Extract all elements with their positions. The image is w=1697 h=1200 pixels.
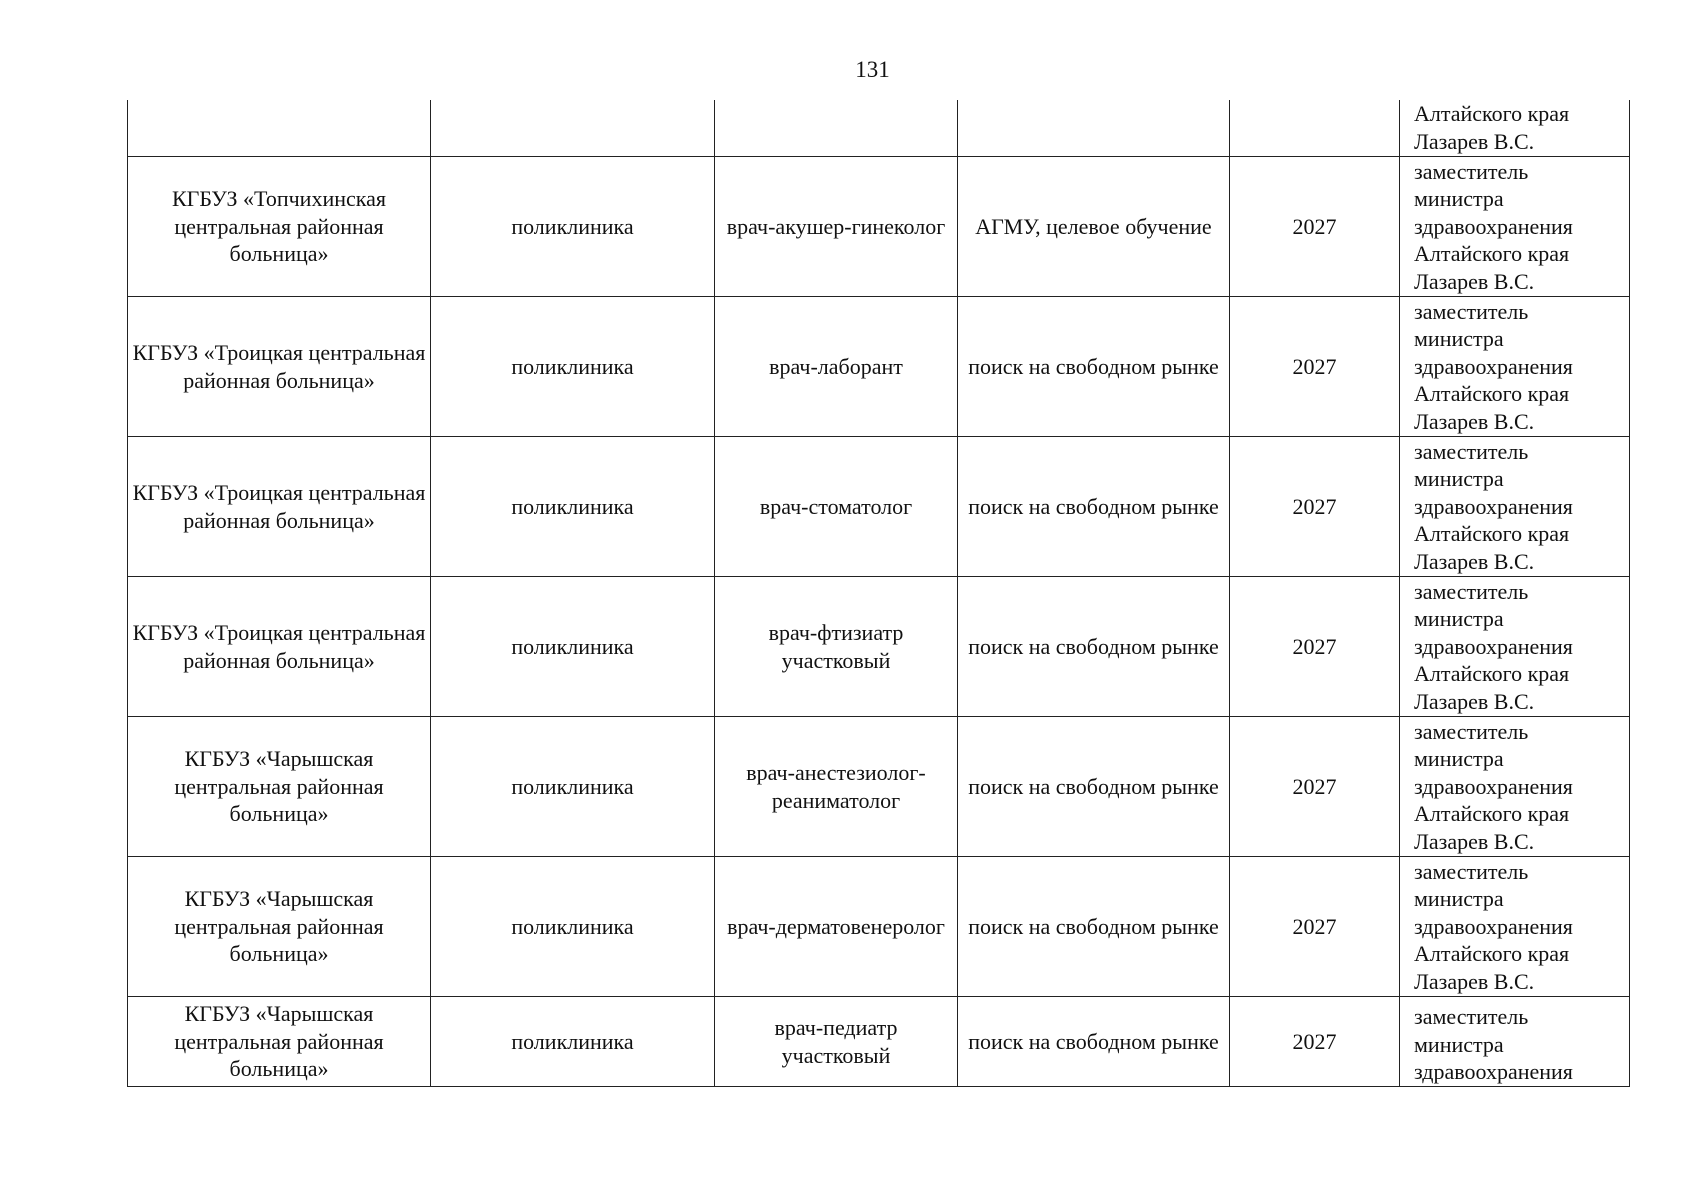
- cell-unit: поликлиника: [431, 437, 715, 577]
- responsible-line: Лазарев В.С.: [1414, 968, 1535, 994]
- responsible-line: здравоохранения: [1414, 773, 1573, 799]
- responsible-line: министра: [1414, 746, 1504, 771]
- table-row: [128, 997, 1630, 1087]
- cell-responsible: [1400, 997, 1630, 1087]
- table-row-continuation: [128, 100, 1630, 157]
- table-row: [128, 717, 1630, 857]
- responsible-line: министра: [1414, 606, 1504, 631]
- cell-source: поиск на свободном рынке: [958, 717, 1230, 857]
- cell-source: поиск на свободном рынке: [958, 297, 1230, 437]
- cell-source: [958, 100, 1230, 157]
- cell-responsible: [1400, 577, 1630, 717]
- cell-position: врач-акушер-гинеколог: [715, 157, 958, 297]
- table-row: [128, 577, 1630, 717]
- responsible-line: заместитель: [1414, 858, 1529, 884]
- cell-responsible: [1400, 437, 1630, 577]
- responsible-line: здравоохранения: [1414, 1059, 1573, 1084]
- cell-unit: поликлиника: [431, 717, 715, 857]
- cell-year: 2027: [1230, 857, 1400, 997]
- cell-organization: КГБУЗ «Чарышская центральная районная больница»: [128, 997, 431, 1087]
- responsible-line: заместитель: [1414, 1004, 1529, 1029]
- cell-position: врач-педиатр участковый: [715, 997, 958, 1087]
- cell-position: [715, 100, 958, 157]
- cell-unit: поликлиника: [431, 577, 715, 717]
- responsible-line: министра: [1414, 886, 1504, 911]
- table-row: [128, 857, 1630, 997]
- responsible-line: заместитель: [1414, 438, 1529, 464]
- responsible-line: Лазарев В.С.: [1414, 548, 1535, 574]
- cell-responsible: [1400, 857, 1630, 997]
- responsible-line: Алтайского края: [1414, 241, 1570, 266]
- responsible-line: Алтайского края: [1414, 661, 1570, 686]
- cell-organization: КГБУЗ «Троицкая центральная районная больница»: [128, 437, 431, 577]
- cell-unit: поликлиника: [431, 157, 715, 297]
- cell-responsible: [1400, 717, 1630, 857]
- cell-year: [1230, 100, 1400, 157]
- cell-year: 2027: [1230, 157, 1400, 297]
- cell-unit: [431, 100, 715, 157]
- responsible-line: министра: [1414, 466, 1504, 491]
- cell-position: врач-анестезиолог-реаниматолог: [715, 717, 958, 857]
- cell-organization: КГБУЗ «Троицкая центральная районная больница»: [128, 297, 431, 437]
- table-row: [128, 437, 1630, 577]
- cell-unit: поликлиника: [431, 997, 715, 1087]
- responsible-line: Лазарев В.С.: [1414, 408, 1535, 434]
- cell-unit: поликлиника: [431, 297, 715, 437]
- responsible-line: Лазарев В.С.: [1414, 828, 1535, 854]
- cell-year: 2027: [1230, 717, 1400, 857]
- responsible-line: Алтайского края: [1414, 801, 1570, 826]
- responsible-line: заместитель: [1414, 718, 1529, 744]
- responsible-line: Лазарев В.С.: [1414, 268, 1535, 294]
- responsible-line: заместитель: [1414, 578, 1529, 604]
- cell-source: поиск на свободном рынке: [958, 997, 1230, 1087]
- responsible-line: здравоохранения: [1414, 913, 1573, 939]
- responsible-line: Алтайского края: [1414, 381, 1570, 406]
- cell-organization: КГБУЗ «Чарышская центральная районная больница»: [128, 717, 431, 857]
- cell-organization: [128, 100, 431, 157]
- cell-position: врач-фтизиатр участковый: [715, 577, 958, 717]
- responsible-line: министра: [1414, 1031, 1504, 1057]
- cell-source: поиск на свободном рынке: [958, 857, 1230, 997]
- responsible-line: здравоохранения: [1414, 493, 1573, 519]
- responsible-line: Алтайского края: [1414, 941, 1570, 966]
- responsible-line: здравоохранения: [1414, 353, 1573, 379]
- responsible-line: Лазарев В.С.: [1414, 688, 1535, 714]
- cell-position: врач-стоматолог: [715, 437, 958, 577]
- page-number: 131: [855, 57, 890, 82]
- table-row: [128, 297, 1630, 437]
- cell-source: поиск на свободном рынке: [958, 577, 1230, 717]
- table-row: [128, 157, 1630, 297]
- responsible-line: здравоохранения: [1414, 213, 1573, 239]
- cell-responsible: [1400, 100, 1630, 157]
- cell-organization: КГБУЗ «Топчихинская центральная районная больница»: [128, 157, 431, 297]
- responsible-line: министра: [1414, 326, 1504, 351]
- responsible-line: заместитель: [1414, 298, 1529, 324]
- cell-responsible: [1400, 157, 1630, 297]
- cell-responsible: [1400, 297, 1630, 437]
- responsible-line: здравоохранения: [1414, 633, 1573, 659]
- cell-year: 2027: [1230, 997, 1400, 1087]
- cell-year: 2027: [1230, 577, 1400, 717]
- cell-position: врач-лаборант: [715, 297, 958, 437]
- cell-organization: КГБУЗ «Троицкая центральная районная больница»: [128, 577, 431, 717]
- cell-source: АГМУ, целевое обучение: [958, 157, 1230, 297]
- responsible-line: Лазарев В.С.: [1414, 128, 1535, 154]
- responsible-line: министра: [1414, 186, 1504, 211]
- cell-year: 2027: [1230, 297, 1400, 437]
- cell-source: поиск на свободном рынке: [958, 437, 1230, 577]
- cell-position: врач-дерматовенеролог: [715, 857, 958, 997]
- cell-unit: поликлиника: [431, 857, 715, 997]
- staffing-plan-table: [127, 100, 1630, 1087]
- cell-year: 2027: [1230, 437, 1400, 577]
- cell-organization: КГБУЗ «Чарышская центральная районная больница»: [128, 857, 431, 997]
- responsible-line: Алтайского края: [1414, 101, 1570, 126]
- responsible-line: Алтайского края: [1414, 521, 1570, 546]
- responsible-line: заместитель: [1414, 158, 1529, 184]
